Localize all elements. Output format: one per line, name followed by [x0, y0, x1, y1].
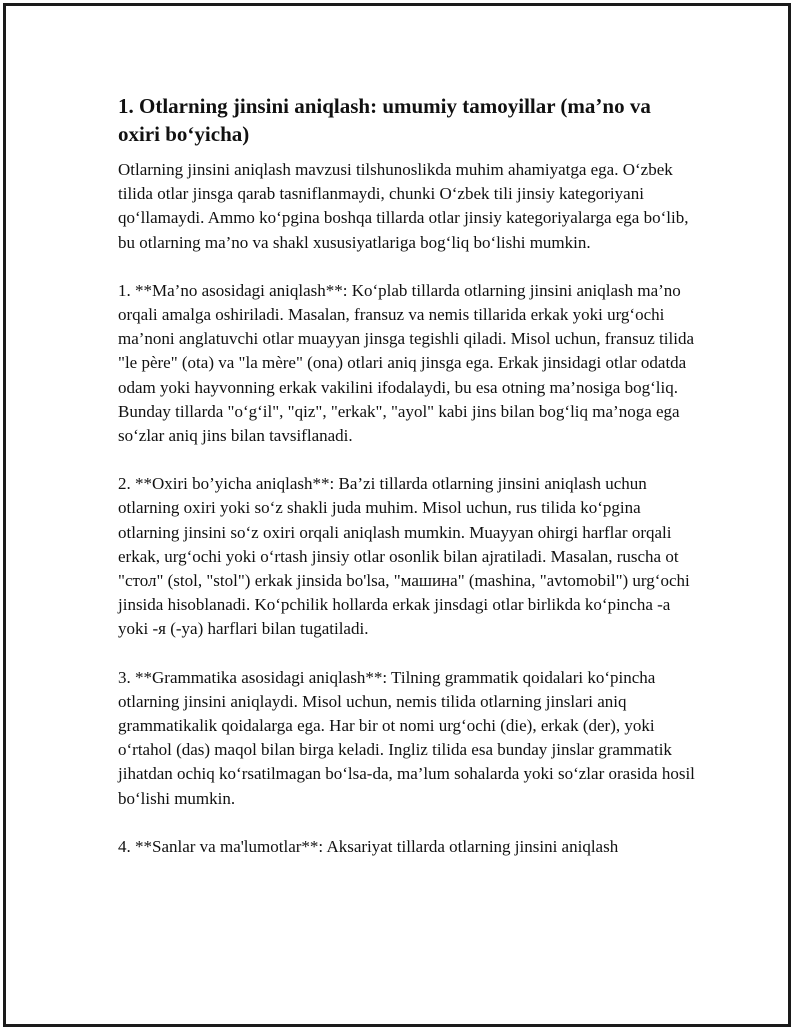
paragraph-meaning-based: 1. **Ma’no asosidagi aniqlash**: Ko‘plab tillarda otlarning jinsini aniqlash ma’no orqali amalga oshiriladi. Masalan, fransuz va nemis tillarida erkak yoki urg‘ochi ma’noni anglatuvchi otlar muayyan jinsga tegishli qiladi. Misol uchun, fransuz tilida "le père" (ota) va "la mère" (ona) otlari aniq jinsga ega. Erkak jinsidagi otlar odatda odam yoki hayvonning erkak vakilini ifodalaydi, bu esa otning ma’nosiga bog‘liq. Bunday tillarda "o‘g‘il", "qiz", "erkak", "ayol" kabi jins bilan bog‘liq ma’noga ega so‘zlar aniq jins bilan tavsiflanadi. [118, 280, 694, 446]
document-title: 1. Otlarning jinsini aniqlash: umumiy tamoyillar (ma’no va oxiri bo‘yicha) [118, 94, 651, 146]
document-body [118, 92, 698, 883]
paragraph-grammar-based: 3. **Grammatika asosidagi aniqlash**: Tilning grammatik qoidalari ko‘pincha otlarning jinsini aniqlaydi. Misol uchun, nemis tilida otlarning jinslari aniq grammatikalik qoidalarga ega. Har bir ot nomi urg‘ochi (die), erkak (der), yoki o‘rtahol (das) maqol bilan birga keladi. Ingliz tilida esa bunday jinslar grammatik jihatdan ochiq ko‘rsatilmagan bo‘lsa-da, ma’lum sohalarda yoki so‘zlar orasida hosil bo‘lishi mumkin. [118, 667, 695, 808]
paragraph-ending-based: 2. **Oxiri bo’yicha aniqlash**: Ba’zi tillarda otlarning jinsini aniqlash uchun otlarning oxiri yoki so‘z shakli juda muhim. Misol uchun, rus tilida ko‘pgina otlarning jinsini so‘z oxiri orqali aniqlash mumkin. Muayyan ohirgi harflar orqali erkak, urg‘ochi yoki o‘rtash jinsiy otlar osonlik bilan ajratiladi. Masalan, ruscha ot "стол" (stol, "stol") erkak jinsida bo'lsa, "машина" (mashina, "avtomobil") urg‘ochi jinsida hisoblanadi. Ko‘pchilik hollarda erkak jinsdagi otlar birlikda ko‘pincha -а yoki -я (-ya) harflari bilan tugatiladi. [118, 474, 690, 639]
intro-paragraph: Otlarning jinsini aniqlash mavzusi tilshunoslikda muhim ahamiyatga ega. O‘zbek tilida otlar jinsga qarab tasniflanmaydi, chunki O‘zbek tili jinsiy kategoriyani qo‘llamaydi. Ammo ko‘pgina boshqa tillarda otlar jinsiy kategoriyalarga ega bo‘lib, bu otlarning ma’no va shakl xususiyatlariga bog‘liq bo‘lishi mumkin. [118, 160, 689, 252]
paragraph-data: 4. **Sanlar va ma'lumotlar**: Aksariyat tillarda otlarning jinsini aniqlash [118, 836, 619, 856]
